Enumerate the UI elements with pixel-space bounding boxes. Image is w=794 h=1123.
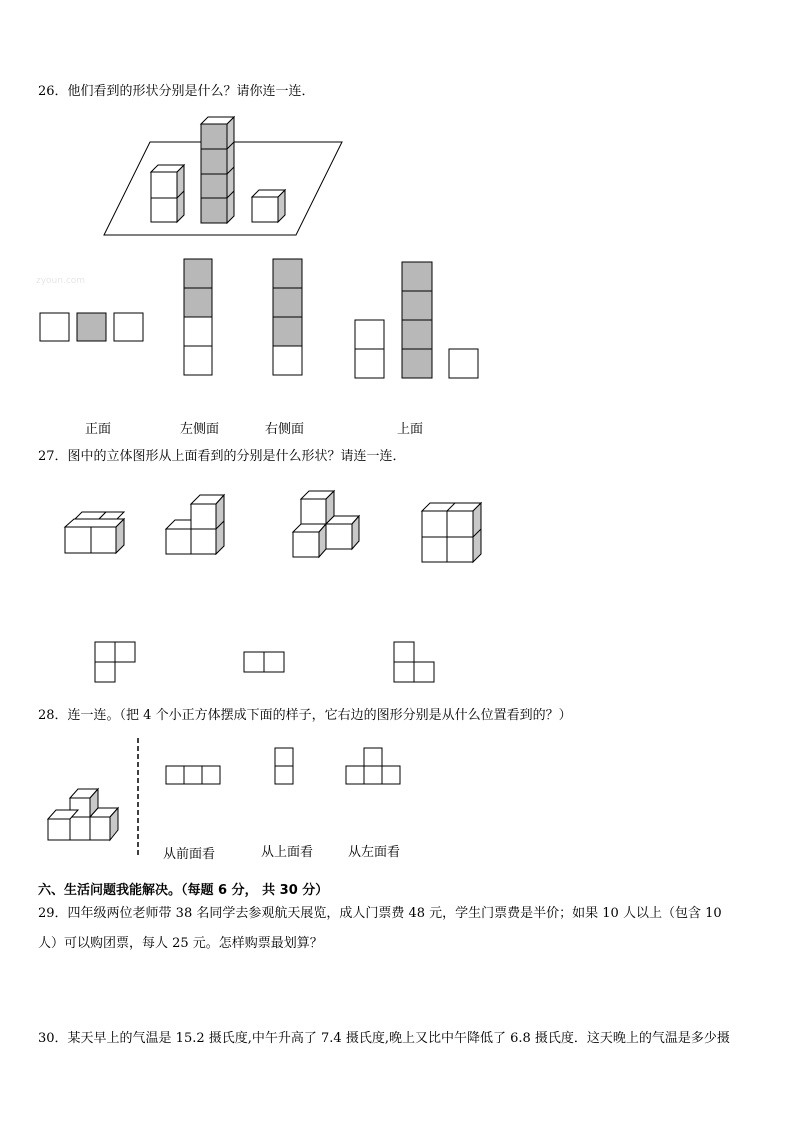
q26-view-right-option (273, 259, 302, 375)
q28-question: 28．连一连。（把 4 个小正方体摆成下面的样子，它右边的图形分别是从什么位置看到的？） (38, 708, 572, 723)
q28-solid (48, 789, 118, 840)
q28-label-top: 从上面看 (261, 845, 314, 860)
q26-label-front: 正面 (85, 422, 112, 437)
q26-view-front-option (40, 313, 143, 341)
watermark: zyoun.com (36, 276, 86, 286)
q27-solid-b (166, 495, 224, 554)
q28-view-option-3 (346, 748, 400, 784)
q29-question-line1: 29．四年级两位老师带 38 名同学去参观航天展览，成人门票费 48 元，学生门票费是半价；如果 10 人以上（包含 10 (38, 906, 722, 921)
q26-two-cube-stack (151, 165, 184, 222)
q26-label-top: 上面 (397, 422, 424, 437)
q27-solid-d (422, 503, 481, 562)
q28-view-option-2 (275, 748, 293, 784)
q28-label-left: 从左面看 (348, 845, 401, 860)
q30-question-line1: 30．某天早上的气温是 15.2 摄氏度,中午升高了 7.4 摄氏度,晚上又比中午降低了 6.8 摄氏度．这天晚上的气温是多少摄 (38, 1031, 730, 1046)
q27-solid-a (65, 512, 124, 553)
q27-solid-c (293, 491, 359, 557)
q26-question: 26．他们看到的形状分别是什么？请你连一连． (38, 84, 315, 99)
section-6-heading: 六、生活问题我能解决。（每题 6 分， 共 30 分） (38, 883, 329, 898)
q26-four-cube-tower (201, 117, 234, 223)
q26-view-left-option (184, 259, 212, 375)
q29-question-line2: 人）可以购团票，每人 25 元。怎样购票最划算？ (38, 936, 323, 951)
q26-single-cube (252, 190, 285, 222)
q28-label-front: 从前面看 (163, 847, 216, 862)
q28-view-option-1 (166, 766, 220, 784)
q26-label-right: 右侧面 (265, 422, 305, 437)
q26-label-left: 左侧面 (180, 422, 220, 437)
q27-top-view-option-2 (244, 652, 284, 672)
q27-question: 27．图中的立体图形从上面看到的分别是什么形状？请连一连． (38, 449, 406, 464)
q27-top-view-option-3 (394, 642, 434, 682)
q27-top-view-option-1 (95, 642, 135, 682)
q26-view-top-option (355, 262, 478, 378)
